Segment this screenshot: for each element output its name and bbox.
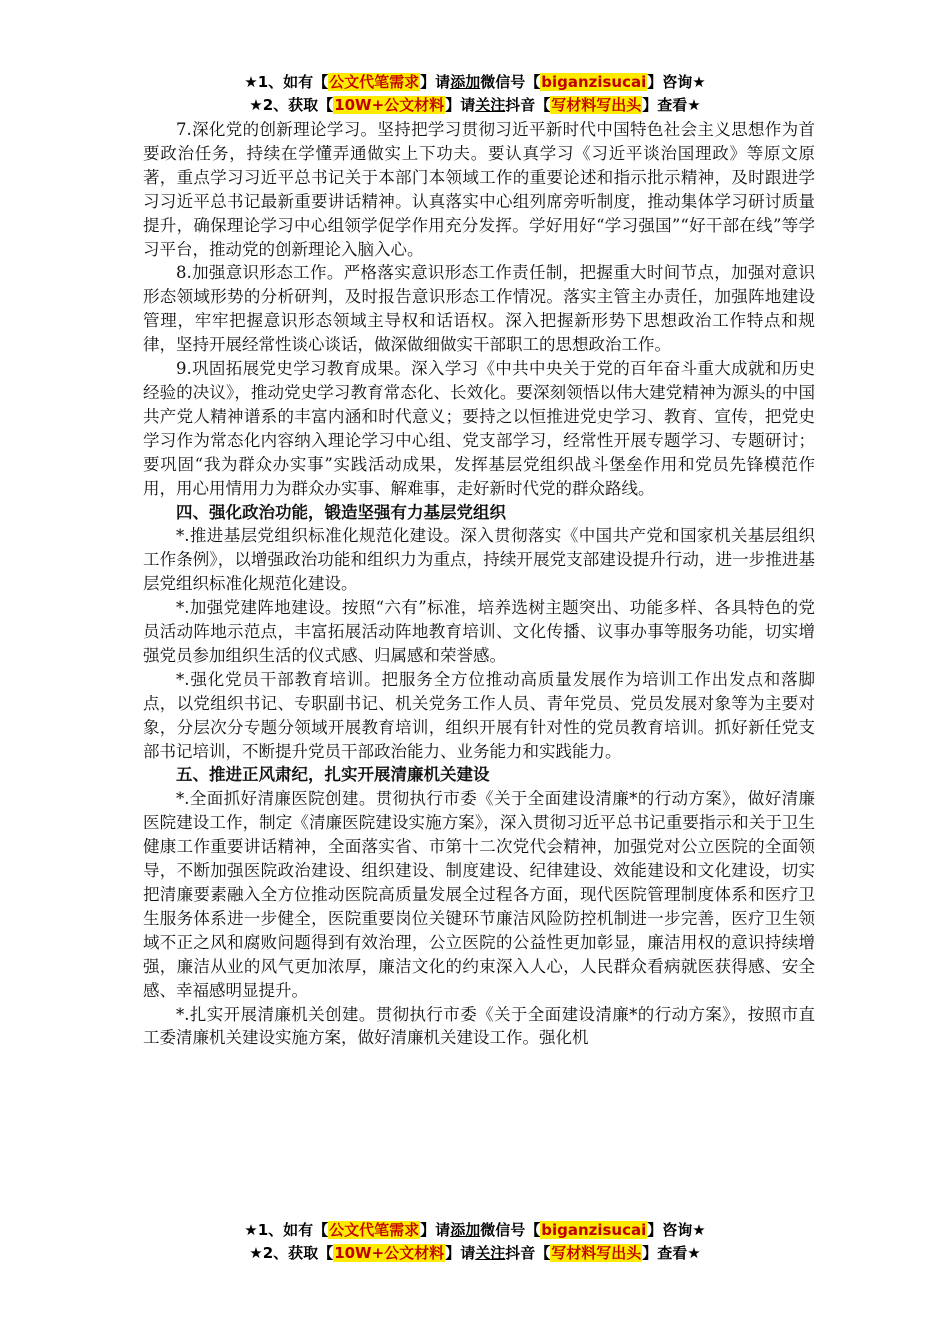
paragraph-5b: *.扎实开展清廉机关创建。贯彻执行市委《关于全面建设清廉*的行动方案》，按照市直工委清廉机关建设实施方案，做好清廉机关建设工作。强化机	[143, 1004, 815, 1048]
banner-highlight: 公文代笔需求	[329, 1221, 420, 1239]
banner-text: ★1、如有【	[244, 1221, 329, 1239]
banner-text: 】请	[445, 1244, 476, 1262]
banner-underline: 添加	[450, 73, 481, 91]
paragraph-8: 8.加强意识形态工作。严格落实意识形态工作责任制，把握重大时间节点，加强对意识形态领域形势的分析研判，及时报告意识形态工作情况。落实主管主办责任，加强阵地建设管理，牢牢把握意识形态领域主导权和话语权。深入把握新形势下思想政治工作特点和规律，坚持开展经常性谈心谈话，做深做细做实干部职工的思想政治工作。	[143, 263, 815, 355]
banner-text: 抖音【	[505, 96, 551, 114]
banner-text: 】请	[445, 96, 476, 114]
banner-highlight: 写材料写出头	[551, 96, 642, 114]
banner-highlight: biganzisucai	[541, 73, 647, 91]
banner-text: 】请	[420, 1221, 451, 1239]
promo-banner-top-line2	[0, 94, 950, 116]
banner-underline: 关注	[475, 1244, 506, 1262]
banner-highlight: 10W+公文材料	[334, 96, 445, 114]
document-body	[143, 118, 815, 1050]
banner-text: 抖音【	[505, 1244, 551, 1262]
paragraph-7: 7.深化党的创新理论学习。坚持把学习贯彻习近平新时代中国特色社会主义思想作为首要政治任务，持续在学懂弄通做实上下功夫。要认真学习《习近平谈治国理政》等原文原著，重点学习习近平总书记关于本部门本领域工作的重要论述和指示批示精神，及时跟进学习习近平总书记最新重要讲话精神。认真落实中心组列席旁听制度，推动集体学习研讨质量提升，确保理论学习中心组领学促学作用充分发挥。学好用好“学习强国”“好干部在线”等学习平台，推动党的创新理论入脑入心。	[143, 120, 815, 259]
paragraph-9: 9.巩固拓展党史学习教育成果。深入学习《中共中央关于党的百年奋斗重大成就和历史经验的决议》，推动党史学习教育常态化、长效化。要深刻领悟以伟大建党精神为源头的中国共产党人精神谱系的丰富内涵和时代意义；要持之以恒推进党史学习、教育、宣传，把党史学习作为常态化内容纳入理论学习中心组、党支部学习，经常性开展专题学习、专题研讨；要巩固“我为群众办实事”实践活动成果，发挥基层党组织战斗堡垒作用和党员先锋模范作用，用心用情用力为群众办实事、解难事，走好新时代党的群众路线。	[143, 359, 815, 498]
paragraph-4c: *.强化党员干部教育培训。把服务全方位推动高质量发展作为培训工作出发点和落脚点，以党组织书记、专职副书记、机关党务工作人员、青年党员、党员发展对象等为主要对象，分层次分专题分领域开展教育培训，组织开展有针对性的党员教育培训。抓好新任党支部书记培训，不断提升党员干部政治能力、业务能力和实践能力。	[143, 669, 815, 761]
banner-highlight: biganzisucai	[541, 1221, 647, 1239]
section-heading-5: 五、推进正风肃纪，扎实开展清廉机关建设	[176, 765, 490, 785]
banner-text: ★2、获取【	[249, 1244, 334, 1262]
banner-highlight: 写材料写出头	[551, 1244, 642, 1262]
banner-text: 】咨询★	[647, 73, 706, 91]
banner-text: ★1、如有【	[244, 73, 329, 91]
banner-highlight: 10W+公文材料	[334, 1244, 445, 1262]
promo-banner-bottom-line2	[0, 1242, 950, 1264]
section-heading-4: 四、强化政治功能，锻造坚强有力基层党组织	[176, 502, 506, 522]
banner-highlight: 公文代笔需求	[329, 73, 420, 91]
banner-text: 】咨询★	[647, 1221, 706, 1239]
banner-text: 微信号【	[480, 73, 541, 91]
paragraph-5a: *.全面抓好清廉医院创建。贯彻执行市委《关于全面建设清廉*的行动方案》，做好清廉医院建设工作，制定《清廉医院建设实施方案》，深入贯彻习近平总书记重要指示和关于卫生健康工作重要讲话精神，全面落实省、市第十二次党代会精神，加强党对公立医院的全面领导，不断加强医院政治建设、组织建设、制度建设、纪律建设、效能建设和文化建设，切实把清廉要素融入全方位推动医院高质量发展全过程各方面，现代医院管理制度体系和医疗卫生服务体系进一步健全，医院重要岗位关键环节廉洁风险防控机制进一步完善，医疗卫生领域不正之风和腐败问题得到有效治理，公立医院的公益性更加彰显，廉洁用权的意识持续增强，廉洁从业的风气更加浓厚，廉洁文化的约束深入人心，人民群众看病就医获得感、安全感、幸福感明显提升。	[143, 789, 815, 1000]
paragraph-4b: *.加强党建阵地建设。按照“六有”标准，培养选树主题突出、功能多样、各具特色的党员活动阵地示范点，丰富拓展活动阵地教育培训、文化传播、议事办事等服务功能，切实增强党员参加组织生活的仪式感、归属感和荣誉感。	[143, 598, 815, 665]
banner-text: 】请	[420, 73, 451, 91]
banner-text: 微信号【	[480, 1221, 541, 1239]
banner-underline: 添加	[450, 1221, 481, 1239]
banner-text: ★2、获取【	[249, 96, 334, 114]
banner-underline: 关注	[475, 96, 506, 114]
paragraph-4a: *.推进基层党组织标准化规范化建设。深入贯彻落实《中国共产党和国家机关基层组织工作条例》，以增强政治功能和组织力为重点，持续开展党支部建设提升行动，进一步推进基层党组织标准化规范化建设。	[143, 526, 815, 594]
promo-banner-top-line1	[0, 71, 950, 93]
banner-text: 】查看★	[642, 96, 701, 114]
promo-banner-bottom-line1	[0, 1219, 950, 1241]
banner-text: 】查看★	[642, 1244, 701, 1262]
